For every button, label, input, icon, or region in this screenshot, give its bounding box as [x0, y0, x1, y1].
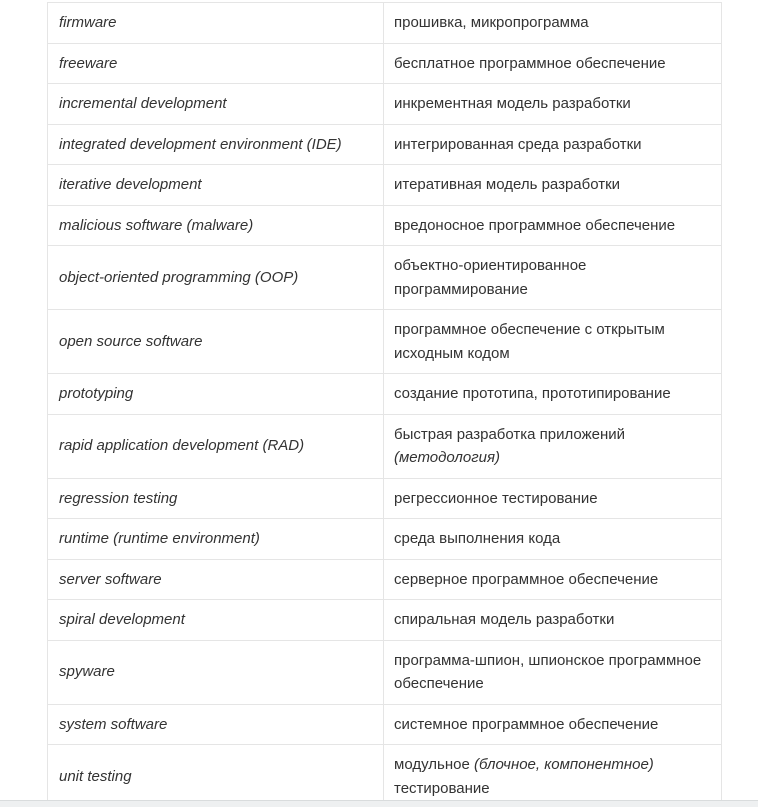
- table-row: [48, 560, 721, 601]
- translation-text: [394, 608, 705, 632]
- table-body: [48, 3, 721, 807]
- translation-text: [394, 527, 705, 551]
- translation-cell-ru: [383, 560, 721, 600]
- table-row: [48, 125, 721, 166]
- table-row: [48, 84, 721, 125]
- translation-text: [394, 318, 705, 365]
- translation-text: [394, 11, 705, 35]
- term-cell-en: [48, 705, 383, 745]
- translation-segment: вредоносное программное обеспечение: [394, 216, 676, 234]
- translation-cell-ru: [383, 374, 721, 414]
- translation-cell-ru: [383, 479, 721, 519]
- translation-cell-ru: [383, 641, 721, 704]
- table-row: [48, 3, 721, 44]
- term-text: malicious software (malware): [59, 216, 254, 234]
- term-cell-en: [48, 374, 383, 414]
- translation-text: [394, 487, 705, 511]
- translation-text: [394, 254, 705, 301]
- translation-segment: спиральная модель разработки: [394, 611, 615, 628]
- translation-text: [394, 92, 705, 116]
- glossary-table: [47, 2, 722, 807]
- term-cell-en: [48, 600, 383, 640]
- term-text: open source software: [59, 332, 203, 350]
- translation-cell-ru: [383, 44, 721, 84]
- translation-segment: создание прототипа, прототипирование: [394, 385, 671, 402]
- term-cell-en: [48, 125, 383, 165]
- term-cell-en: [48, 310, 383, 373]
- translation-text: [394, 133, 705, 157]
- translation-segment-italic: (блочное, компонентное): [473, 756, 654, 773]
- translation-segment: серверное программное обеспечение: [394, 570, 659, 588]
- translation-segment: интегрированная среда разработки: [394, 135, 642, 153]
- table-row: [48, 415, 721, 479]
- table-row: [48, 246, 721, 310]
- term-text: regression testing: [59, 489, 178, 507]
- translation-cell-ru: [383, 3, 721, 43]
- term-text: freeware: [59, 54, 118, 72]
- term-text: spiral development: [59, 611, 185, 628]
- translation-cell-ru: [383, 125, 721, 165]
- translation-segment: бесплатное программное обеспечение: [394, 54, 666, 72]
- term-text: iterative development: [59, 176, 202, 193]
- term-text: prototyping: [59, 385, 134, 402]
- term-cell-en: [48, 641, 383, 704]
- table-row: [48, 310, 721, 374]
- translation-segment: программа-шпион, шпионское программное обеспечение: [394, 651, 702, 692]
- translation-cell-ru: [383, 246, 721, 309]
- translation-text: [394, 649, 705, 696]
- translation-segment: инкрементная модель разработки: [394, 95, 631, 112]
- term-text: unit testing: [59, 767, 132, 785]
- translation-segment: итеративная модель разработки: [394, 176, 621, 193]
- translation-segment: системное программное обеспечение: [394, 715, 659, 733]
- table-row: [48, 705, 721, 746]
- table-row: [48, 600, 721, 641]
- term-text: object-oriented programming (OOP): [59, 268, 299, 286]
- translation-cell-ru: [383, 600, 721, 640]
- term-text: spyware: [59, 663, 115, 681]
- term-cell-en: [48, 745, 383, 807]
- table-row: [48, 44, 721, 85]
- translation-cell-ru: [383, 84, 721, 124]
- translation-cell-ru: [383, 206, 721, 246]
- translation-text: [394, 423, 705, 470]
- translation-segment-italic: (методология): [394, 449, 500, 466]
- translation-segment: программное обеспечение с открытым исходным кодом: [394, 321, 665, 362]
- translation-segment: объектно-ориентированное программирование: [394, 257, 587, 298]
- translation-cell-ru: [383, 165, 721, 205]
- term-cell-en: [48, 560, 383, 600]
- bottom-edge-strip: [0, 800, 758, 807]
- table-row: [48, 745, 721, 807]
- translation-text: [394, 382, 705, 406]
- term-cell-en: [48, 415, 383, 478]
- translation-cell-ru: [383, 519, 721, 559]
- translation-segment: регрессионное тестирование: [394, 489, 598, 507]
- term-cell-en: [48, 246, 383, 309]
- translation-segment: быстрая разработка приложений: [394, 425, 626, 443]
- translation-segment: среда выполнения кода: [394, 530, 561, 547]
- term-text: server software: [59, 570, 162, 588]
- term-text: rapid application development (RAD): [59, 437, 305, 455]
- term-text: runtime (runtime environment): [59, 530, 260, 547]
- translation-cell-ru: [383, 310, 721, 373]
- term-cell-en: [48, 519, 383, 559]
- term-text: integrated development environment (IDE): [59, 135, 342, 153]
- translation-segment: прошивка, микропрограмма: [394, 14, 589, 31]
- term-cell-en: [48, 206, 383, 246]
- table-row: [48, 519, 721, 560]
- translation-text: [394, 753, 705, 800]
- term-cell-en: [48, 479, 383, 519]
- translation-segment: модульное: [394, 756, 474, 773]
- table-row: [48, 374, 721, 415]
- term-text: firmware: [59, 14, 117, 31]
- table-row: [48, 206, 721, 247]
- translation-text: [394, 713, 705, 737]
- table-row: [48, 641, 721, 705]
- translation-text: [394, 568, 705, 592]
- term-cell-en: [48, 44, 383, 84]
- table-row: [48, 165, 721, 206]
- translation-text: [394, 52, 705, 76]
- translation-text: [394, 214, 705, 238]
- translation-cell-ru: [383, 705, 721, 745]
- term-cell-en: [48, 84, 383, 124]
- term-cell-en: [48, 165, 383, 205]
- term-text: system software: [59, 715, 168, 733]
- translation-cell-ru: [383, 415, 721, 478]
- table-row: [48, 479, 721, 520]
- term-cell-en: [48, 3, 383, 43]
- translation-text: [394, 173, 705, 197]
- translation-segment: тестирование: [394, 779, 490, 797]
- translation-cell-ru: [383, 745, 721, 807]
- term-text: incremental development: [59, 95, 227, 112]
